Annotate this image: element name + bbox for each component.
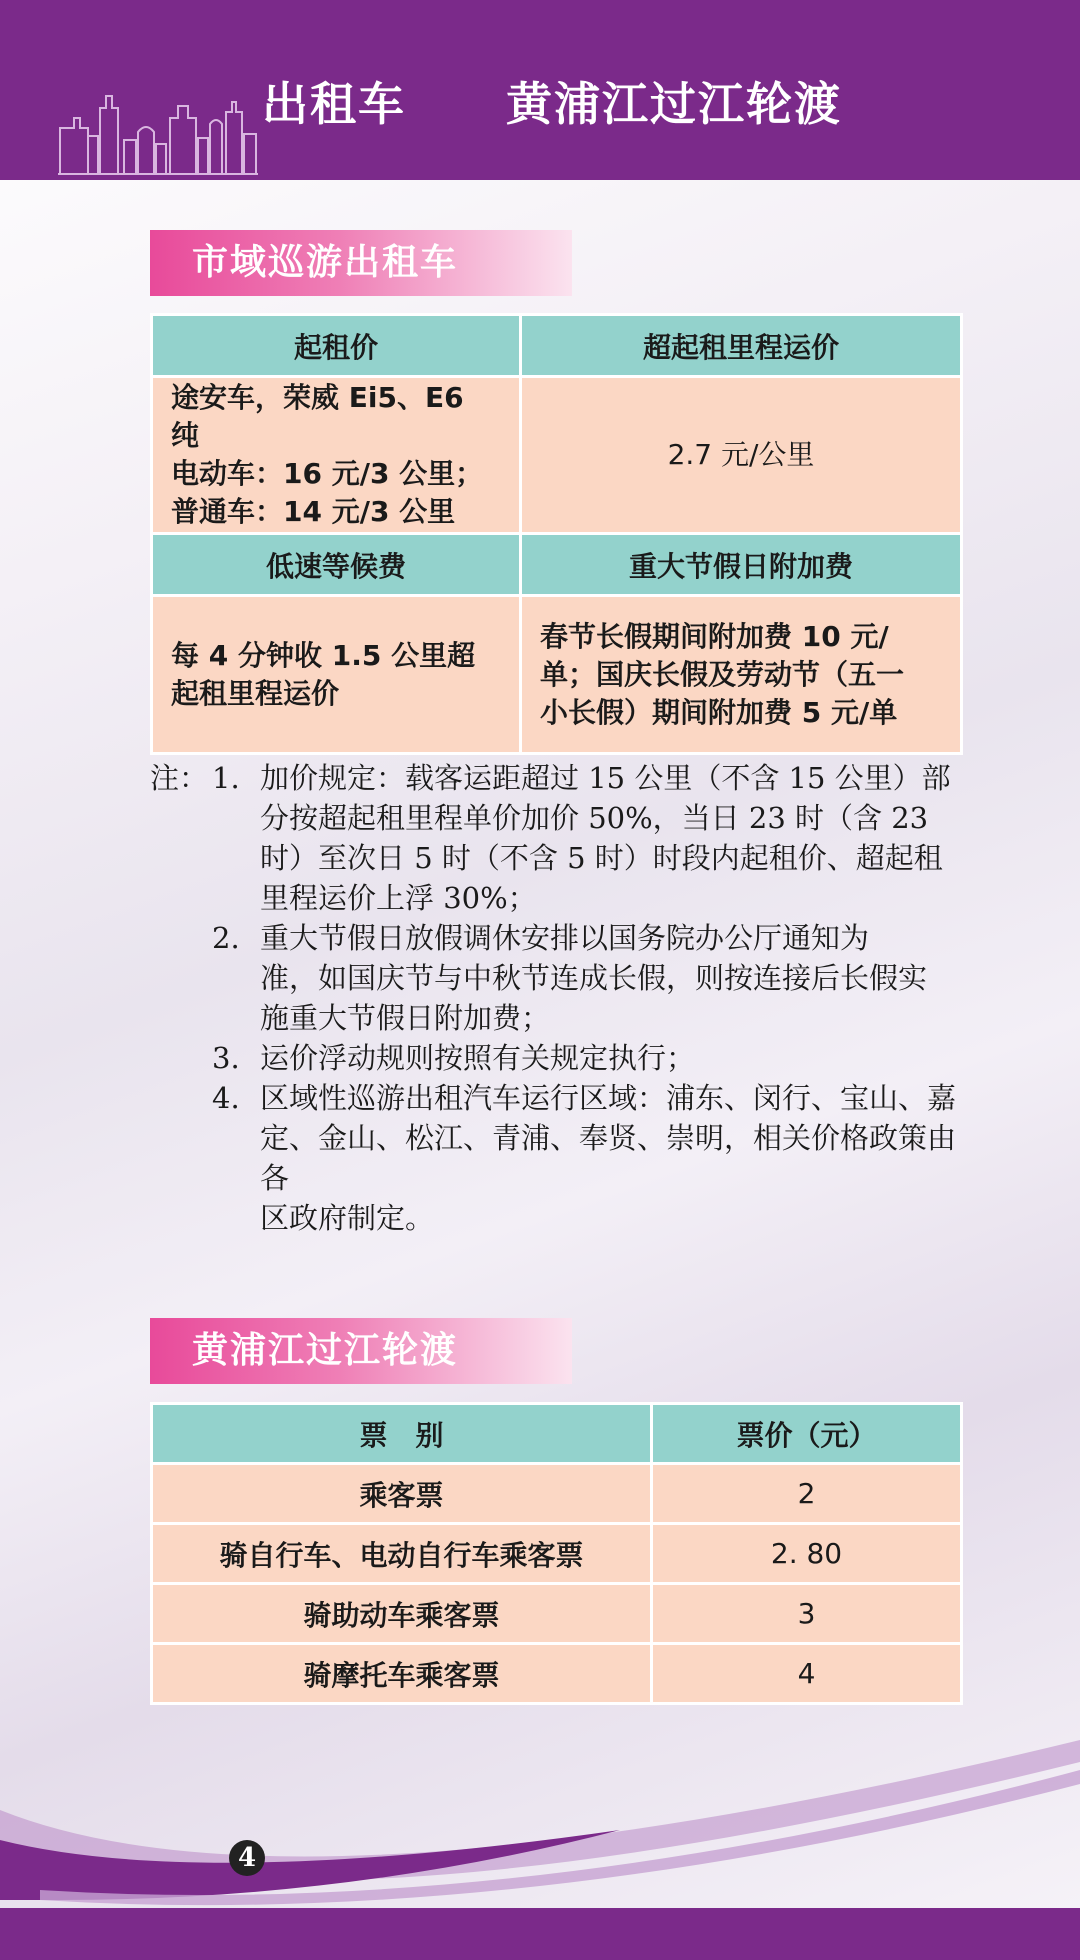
ticket-type-cell: 骑摩托车乘客票 bbox=[152, 1644, 652, 1704]
starting-price-line: 途安车，荣威 Ei5、E6 纯 bbox=[171, 381, 464, 452]
table-row bbox=[152, 1584, 962, 1644]
ticket-price-cell: 2. 80 bbox=[652, 1524, 962, 1584]
note-line: 区域性巡游出租汽车运行区域：浦东、闵行、宝山、嘉 bbox=[260, 1081, 957, 1115]
footer-wave-decoration bbox=[0, 1700, 1080, 1910]
waiting-fee-line: 起租里程运价 bbox=[171, 676, 340, 710]
ticket-type-cell: 乘客票 bbox=[152, 1464, 652, 1524]
per-km-price-header: 超起租里程运价 bbox=[521, 315, 962, 377]
note-item bbox=[150, 1038, 970, 1078]
note-line: 定、金山、松江、青浦、奉贤、崇明，相关价格政策由各 bbox=[260, 1121, 957, 1195]
ticket-price-cell: 3 bbox=[652, 1584, 962, 1644]
note-line: 施重大节假日附加费； bbox=[260, 1001, 551, 1035]
waiting-fee-line: 每 4 分钟收 1.5 公里超 bbox=[171, 638, 476, 672]
taxi-section-heading: 市域巡游出租车 bbox=[150, 230, 572, 296]
holiday-fee-line: 小长假）期间附加费 5 元/单 bbox=[540, 695, 898, 729]
ticket-price-header: 票价（元） bbox=[652, 1404, 962, 1464]
notes-lead: 注： bbox=[150, 761, 209, 795]
ticket-type-cell: 骑助动车乘客票 bbox=[152, 1584, 652, 1644]
ferry-fare-table bbox=[150, 1402, 963, 1705]
waiting-fee-header: 低速等候费 bbox=[152, 534, 521, 596]
table-row bbox=[152, 1464, 962, 1524]
per-km-price-cell: 2.7 元/公里 bbox=[521, 377, 962, 534]
ticket-type-cell: 骑自行车、电动自行车乘客票 bbox=[152, 1524, 652, 1584]
page-header bbox=[0, 0, 1080, 180]
page-number-badge: 4 bbox=[229, 1840, 265, 1876]
note-number: 3. bbox=[212, 1041, 240, 1075]
holiday-fee-line: 春节长假期间附加费 10 元/ bbox=[540, 619, 889, 653]
starting-price-line: 普通车：14 元/3 公里 bbox=[171, 495, 456, 528]
note-item bbox=[150, 1078, 970, 1238]
note-number: 4. bbox=[212, 1081, 240, 1115]
ticket-type-header: 票 别 bbox=[152, 1404, 652, 1464]
note-number: 2. bbox=[212, 921, 240, 955]
note-line: 分按超起租里程单价加价 50%，当日 23 时（含 23 bbox=[260, 801, 929, 835]
ticket-price-cell: 2 bbox=[652, 1464, 962, 1524]
note-item bbox=[150, 758, 970, 918]
taxi-fare-table bbox=[150, 313, 963, 755]
note-line: 重大节假日放假调休安排以国务院办公厅通知为 bbox=[260, 921, 870, 955]
note-line: 里程运价上浮 30%； bbox=[260, 881, 537, 915]
starting-price-line: 电动车：16 元/3 公里； bbox=[171, 457, 484, 490]
holiday-fee-line: 单；国庆长假及劳动节（五一 bbox=[540, 657, 905, 691]
waiting-fee-cell bbox=[152, 596, 521, 754]
header-title-taxi: 出租车 bbox=[262, 77, 406, 131]
ticket-price-cell: 4 bbox=[652, 1644, 962, 1704]
footer-bar bbox=[0, 1908, 1080, 1960]
holiday-fee-cell bbox=[521, 596, 962, 754]
note-line: 加价规定：载客运距超过 15 公里（不含 15 公里）部 bbox=[260, 761, 951, 795]
note-item bbox=[150, 918, 970, 1038]
fare-notes bbox=[150, 758, 970, 1238]
starting-price-cell bbox=[152, 377, 521, 534]
table-row bbox=[152, 1644, 962, 1704]
note-line: 运价浮动规则按照有关规定执行； bbox=[260, 1041, 696, 1075]
note-line: 区政府制定。 bbox=[260, 1201, 435, 1235]
header-title-ferry: 黄浦江过江轮渡 bbox=[506, 77, 842, 131]
note-line: 时）至次日 5 时（不含 5 时）时段内起租价、超起租 bbox=[260, 841, 943, 875]
city-skyline-icon bbox=[58, 88, 258, 176]
note-line: 准，如国庆节与中秋节连成长假，则按连接后长假实 bbox=[260, 961, 928, 995]
ferry-section-heading: 黄浦江过江轮渡 bbox=[150, 1318, 572, 1384]
holiday-fee-header: 重大节假日附加费 bbox=[521, 534, 962, 596]
starting-price-header: 起租价 bbox=[152, 315, 521, 377]
note-number: 1. bbox=[212, 761, 240, 795]
table-row bbox=[152, 1524, 962, 1584]
